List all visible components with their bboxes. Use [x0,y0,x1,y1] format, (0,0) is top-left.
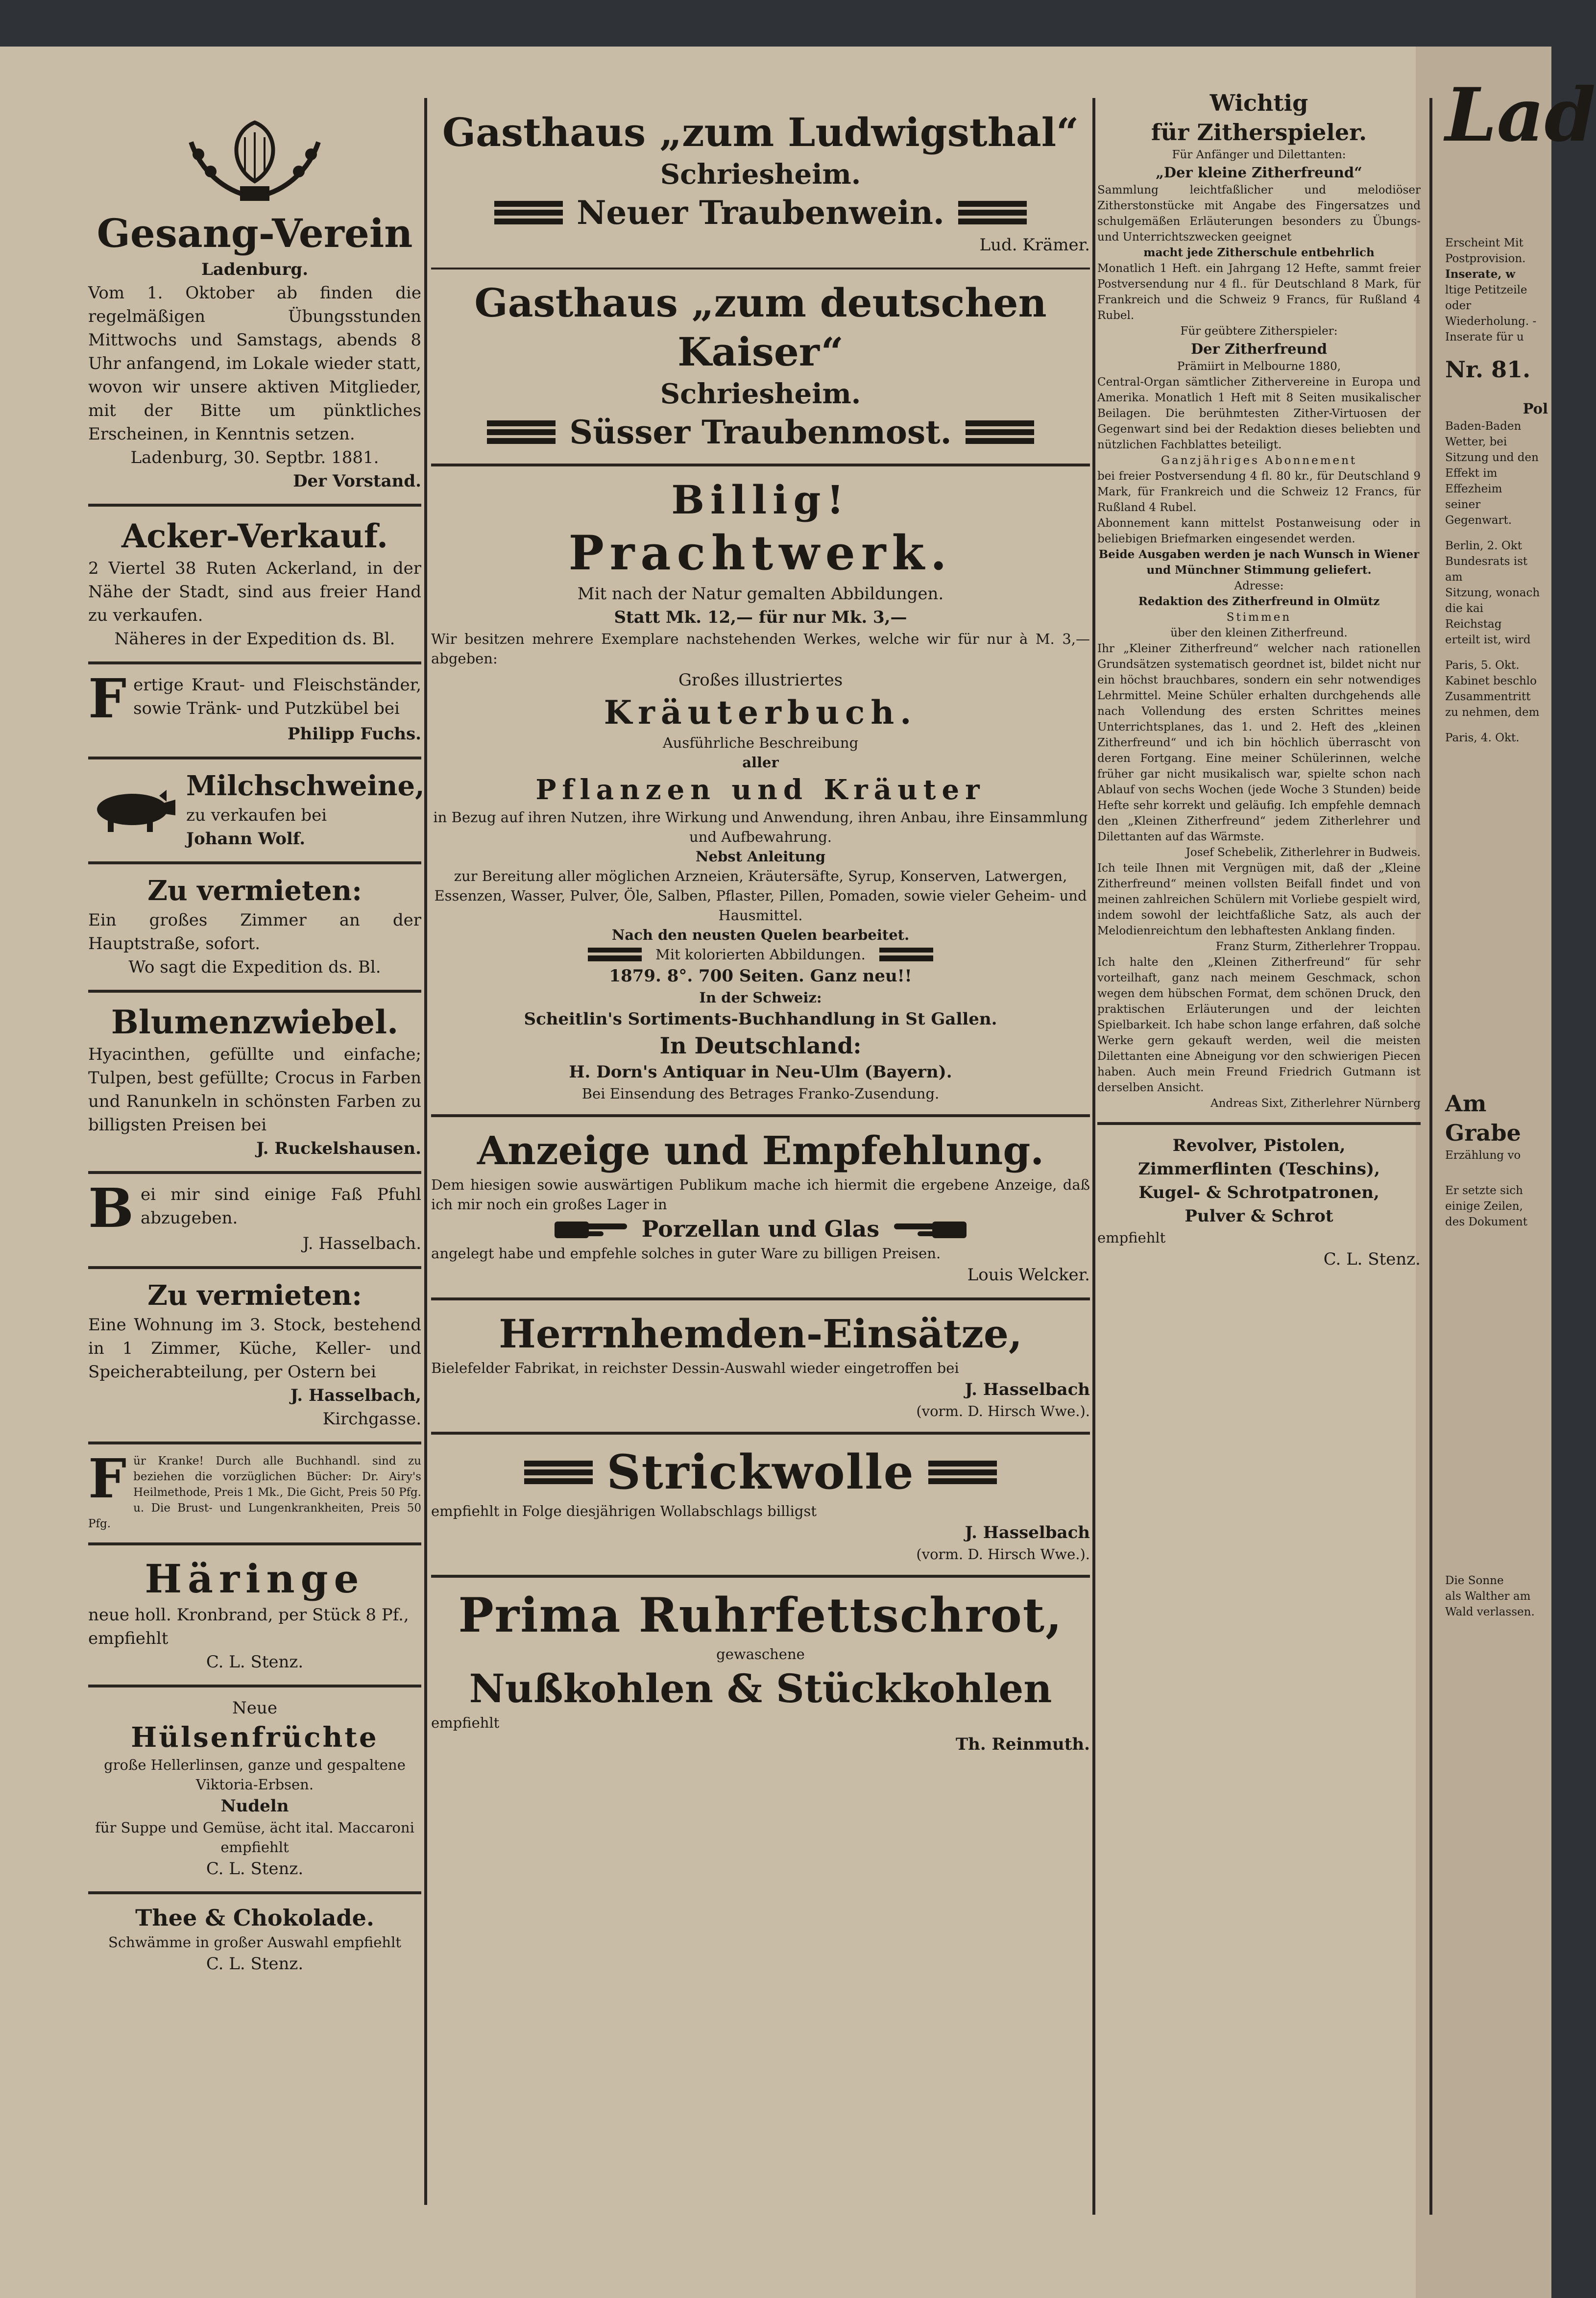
kranke-body: ür Kranke! Durch alle Buchhandl. sind zu beziehen die vorzüglichen Bücher: Dr. Airy's Heilmethode, Preis 1 Mk., Die Gicht, Preis 50 Pfg. u. Die Brust- und Lungenkrankheiten, Preis 50 Pfg. [88,1455,421,1530]
verm1-body: Ein großes Zimmer an der Hauptstraße, sofort. [88,910,421,953]
ludwig-title: Gasthaus „zum Ludwigsthal“ [442,109,1079,155]
double-rule-left [588,948,642,961]
fragment-line: zu nehmen, dem [1445,706,1540,719]
pointing-hand-left-icon [893,1217,967,1241]
zither-l8: Prämiirt in Melbourne 1880, [1177,360,1341,373]
strick-sign: J. Hasselbach [965,1523,1090,1542]
billig-line6: in Bezug auf ihren Nutzen, ihre Wirkung und Anwendung, ihren Anbau, ihre Einsammlung und Aufbewahrung. [433,809,1088,845]
revolver-l4: Pulver & Schrot [1185,1206,1333,1226]
billig-line2: Wir besitzen mehrere Exemplare nachstehenden Werkes, welche wir für nur à M. 3,— abgeben: [431,631,1090,667]
fragment-line: Paris, 4. Okt. [1445,732,1520,744]
fragment-line: Wetter, bei [1445,436,1507,448]
kranke-initial: F [88,1447,127,1510]
huelsen-kicker: Neue [232,1698,277,1718]
revolver-l1: Revolver, Pistolen, [1172,1136,1346,1155]
kaiser-place: Schriesheim. [660,378,861,410]
billig-sub: Pflanzen und Kräuter [535,774,986,806]
lyre-wreath-icon [181,113,328,206]
ad-pfuhl [88,1174,421,1269]
pfuhl-initial: B [88,1176,134,1240]
ludwig-sign: Lud. Krämer. [979,235,1090,255]
billig-line10: Mit kolorierten Abbildungen. [655,946,866,963]
fuchs-sign: Philipp Fuchs. [287,724,421,744]
billig-line13: Scheitlin's Sortiments-Buchhandlung in St Gallen. [524,1009,997,1029]
ludwig-wine: Neuer Traubenwein. [577,194,944,232]
ad-gesang-verein [88,73,421,507]
acker-title: Acker-Verkauf. [121,517,388,555]
huelsen-body2: für Suppe und Gemüse, ächt ital. Maccaroni empfiehlt [95,1819,414,1856]
fragment-line: Wald verlassen. [1445,1606,1535,1618]
ludwig-wine-row [431,192,1090,233]
fragment-line: Effekt im Effezheim [1445,467,1502,495]
milch-title: Milchschweine, [186,770,425,802]
billig-line8: zur Bereitung aller möglichen Arzneien, Kräutersäfte, Syrup, Konserven, Latwergen, Essenzen, Wasser, Pulver, Öle, Salben, Pflaster, Pillen, Pomaden, sowie vieler Geheim- und Hausmittel. [434,868,1087,924]
milch-sign: Johann Wolf. [186,829,306,849]
fragment-line: erteilt ist, wird [1445,634,1531,646]
fragment-line: Erscheint Mit [1445,237,1523,249]
ad-zu-vermieten-1 [88,864,421,993]
ad-anzeige-empfehlung [431,1117,1090,1300]
strick-body: empfiehlt in Folge diesjährigen Wollabschlags billigst [431,1503,817,1519]
billig-line3: Großes illustriertes [678,670,843,690]
zither-l12: Abonnement kann mittelst Postanweisung oder in beliebigen Briefmarken eingesendet werden. [1097,517,1421,545]
billig-book: Kräuterbuch. [604,693,918,732]
ad-zitherfreund [1097,73,1421,1125]
fragment-line: Erzählung vo [1445,1149,1521,1162]
ad-fuchs [88,664,421,759]
fragment-heading: Am Grabe [1445,1090,1521,1146]
zither-l1: Für Anfänger und Dilettanten: [1172,148,1346,161]
revolver-l2: Zimmerflinten (Teschins), [1138,1159,1380,1179]
zither-l17: über den kleinen Zitherfreund. [1170,627,1348,639]
zither-l5: Monatlich 1 Heft. ein Jahrgang 12 Hefte, sammt freier Postversendung nur 4 fl.. für Deutschland 8 Mark, für Frankreich und die Schweiz 9 Francs, für Rußland 4 Rubel. [1097,262,1421,322]
ruhr-mid: gewaschene [716,1646,805,1662]
fragment-line: ltige Petitzeile oder [1445,284,1527,312]
zither-l7: Der Zitherfreund [1190,341,1328,357]
double-rule-right [958,201,1027,224]
ad-thee [88,1894,421,1986]
fragment-line: Baden-Baden [1445,420,1522,433]
double-rule-right [966,420,1034,444]
zither-l15: Redaktion des Zitherfreund in Olmütz [1138,595,1380,608]
haeringe-sign: C. L. Stenz. [206,1652,304,1672]
strick-title: Strickwolle [606,1444,915,1500]
billig-line1: Mit nach der Natur gemalten Abbildungen. [577,584,944,604]
ad-deutscher-kaiser [431,269,1090,466]
fragment-line: Postprovision. [1445,252,1526,265]
gesang-body: Vom 1. Oktober ab finden die regelmäßigen Übungsstunden Mittwochs und Samstags, abends 8 Uhr anfangend, im Lokale wieder statt, wovon wir unsere aktiven Mitglieder, mit der Bitte um pünktliches Erscheinen, in Kenntnis setzen. [88,283,421,444]
fragment-line: Inserate für u [1445,331,1524,343]
column-rule-1 [424,98,427,2205]
billig-title: Billig! [671,477,850,523]
pig-icon [88,785,176,834]
column-3 [1097,73,1421,1282]
huelsen-body: große Hellerlinsen, ganze und gespaltene Viktoria-Erbsen. [104,1757,406,1793]
fragment-line: Bundesrats ist am [1445,555,1528,584]
billig-line12: In der Schweiz: [699,989,822,1006]
zither-l4: macht jede Zitherschule entbehrlich [1143,246,1375,259]
billig-line16: Bei Einsendung des Betrages Franko-Zusendung. [581,1085,940,1102]
ad-ruhrfettschrot [431,1578,1090,1767]
hemden-sign2: (vorm. D. Hirsch Wwe.). [916,1403,1090,1419]
thee-body: Schwämme in großer Auswahl empfiehlt [108,1934,402,1951]
zither-title: für Zitherspieler. [1151,119,1367,146]
acker-info: Näheres in der Expedition ds. Bl. [114,629,395,649]
billig-line7: Nebst Anleitung [696,848,825,865]
fragment-line: Zusammentritt [1445,690,1531,703]
zither-l10: Ganzjähriges Abonnement [1161,454,1357,467]
masthead-fragment: Lad [1445,72,1596,158]
verm2-sign: J. Hasselbach, [290,1386,421,1405]
verm2-title: Zu vermieten: [147,1279,362,1312]
thee-sign: C. L. Stenz. [206,1954,304,1974]
ad-acker-verkauf [88,507,421,664]
fragment-line: Die Sonne [1445,1574,1504,1587]
ad-revolver [1097,1125,1421,1282]
kaiser-wine-row [431,412,1090,453]
billig-abbildungen-row [431,945,1090,964]
kaiser-title: Gasthaus „zum deutschen Kaiser“ [474,280,1047,375]
ludwig-place: Schriesheim. [660,158,861,191]
blumen-sign: J. Ruckelshausen. [256,1139,421,1158]
ad-fuer-kranke [88,1444,421,1545]
ad-haeringe [88,1545,421,1687]
fragment-line: des Dokument [1445,1216,1527,1228]
anzeige-body: Dem hiesigen sowie auswärtigen Publikum mache ich hiermit die ergebene Anzeige, daß ich mir noch ein großes Lager in [431,1176,1090,1213]
gesang-place: Ladenburg. [201,260,309,279]
fragment-line: Sitzung, wonach die kai [1445,587,1540,615]
fragment-line: Wiederholung. - [1445,315,1537,328]
fragment-line: Inserate, w [1445,268,1516,281]
fragment-line: Pol [1523,400,1548,417]
ad-zu-vermieten-2 [88,1269,421,1444]
verm2-sign2: Kirchgasse. [322,1409,421,1429]
column-rule-3 [1429,98,1432,2215]
next-page-fragment [1445,72,1596,1620]
double-rule-right [928,1461,997,1484]
anzeige-item-row [431,1214,1090,1244]
acker-body: 2 Viertel 38 Ruten Ackerland, in der Nähe der Stadt, sind aus freier Hand zu verkaufen. [88,559,421,625]
fragment-line: als Walther am [1445,1590,1531,1603]
billig-line14: In Deutschland: [659,1032,862,1059]
pfuhl-sign: J. Hasselbach. [302,1234,421,1253]
ruhr-title2: Nußkohlen & Stückkohlen [469,1665,1052,1711]
haeringe-title: Häringe [145,1556,365,1602]
zither-l21: Franz Sturm, Zitherlehrer Troppau. [1215,940,1421,953]
billig-line11: 1879. 8°. 700 Seiten. Ganz neu!! [609,966,912,986]
fragment-line: einige Zeilen, [1445,1200,1523,1213]
zither-kicker: Wichtig [1209,90,1308,116]
ad-milchschweine [88,759,425,864]
hemden-title: Herrnhemden-Einsätze, [499,1311,1022,1357]
ruhr-sign: Th. Reinmuth. [955,1735,1090,1754]
ruhr-pre: empfiehlt [431,1714,500,1731]
strick-sign2: (vorm. D. Hirsch Wwe.). [916,1546,1090,1563]
billig-price: Statt Mk. 12,— für nur Mk. 3,— [614,608,907,627]
pointing-hand-right-icon [555,1217,628,1241]
strick-title-row [431,1443,1090,1501]
pfuhl-body: ei mir sind einige Faß Pfuhl abzugeben. [140,1185,421,1228]
revolver-pre: empfiehlt [1097,1229,1166,1246]
revolver-l3: Kugel- & Schrotpatronen, [1138,1183,1379,1202]
blumen-title: Blumenzwiebel. [111,1003,399,1041]
hemden-sign: J. Hasselbach [965,1380,1090,1399]
fragment-issue-number: Nr. 81. [1445,356,1531,383]
billig-title2: Prachtwerk. [568,525,953,581]
ad-ludwigsthal [431,73,1090,269]
thee-title: Thee & Chokolade. [135,1905,374,1931]
anzeige-item: Porzellan und Glas [641,1216,880,1242]
verm1-info: Wo sagt die Expedition ds. Bl. [128,957,381,977]
zither-l18: Ihr „Kleiner Zitherfreund“ welcher nach rationellen Grundsätzen systematisch geordnet ist, bildet nicht nur ein höchst brauchbares, sondern ein sehr notwendiges Lehrmittel. Meine Schüler erhalten durchgehends alle nach Vollendung des ersten Schrittes meines Unterrichtsplanes, das 1. und 2. Heft des „kleinen Zitherfreund“ und ich bin höchlich überrascht von deren Fortgang. Eine meiner Schülerinnen, welche früher gar nicht musikalisch war, spielte schon nach Ablauf von sechs Wochen (jede Woche 3 Stunden) beide Hefte sehr korrekt und geläufig. Ich empfehle demnach den „Kleinen Zitherfreund“ jedem Zitherlehrer und Dilettanten auf das Wärmste. [1097,642,1421,843]
zither-l23: Andreas Sixt, Zitherlehrer Nürnberg [1210,1097,1421,1110]
next-page-lines [1445,235,1548,1620]
double-rule-left [487,420,556,444]
ad-herrnhemden [431,1300,1090,1435]
ruhr-title: Prima Ruhrfettschrot, [458,1588,1063,1643]
gesang-title: Gesang-Verein [97,210,413,256]
billig-line5: aller [742,754,779,771]
fuchs-body: ertige Kraut- und Fleischständer, sowie Tränk- und Putzkübel bei [133,675,421,718]
fragment-line: seiner Gegenwart. [1445,498,1512,527]
fragment-line: Er setzte sich [1445,1184,1523,1197]
blumen-body: Hyacinthen, gefüllte und einfache; Tulpen, best gefüllte; Crocus in Farben und Ranunkeln in schönsten Farben zu billigsten Preisen bei [88,1045,421,1135]
hemden-body: Bielefelder Fabrikat, in reichster Dessin-Auswahl wieder eingetroffen bei [431,1360,959,1376]
milch-line: zu verkaufen bei [186,806,327,825]
ad-blumenzwiebel [88,993,421,1174]
anzeige-body2: angelegt habe und empfehle solches in guter Ware zu billigen Preisen. [431,1245,941,1262]
billig-line9: Nach den neusten Quelen bearbeitet. [611,927,910,943]
verm1-title: Zu vermieten: [147,875,362,907]
gesang-date: Ladenburg, 30. Septbr. 1881. [130,448,379,467]
ad-prachtwerk [431,466,1090,1117]
zither-l16: Stimmen [1226,611,1292,624]
anzeige-sign: Louis Welcker. [967,1265,1090,1285]
revolver-sign: C. L. Stenz. [1323,1249,1421,1269]
zither-l22: Ich halte den „Kleinen Zitherfreund“ für sehr vorteilhaft, ganz nach meinem Geschmack, schon wegen dem hübschen Format, dem schönen Druck, den praktischen Erläuterungen und der leichten Spielbarkeit. Ich habe schon lange erfahren, daß solche Werke gern gekauft werden, weil die meisten Dilettanten eine Abneigung vor den schwierigen Piecen haben. Auch mein Freund Friedrich Gutmann ist derselben Ansicht. [1097,956,1421,1094]
zither-l9: Central-Organ sämtlicher Zithervereine in Europa und Amerika. Monatlich 1 Heft mit 8 Seiten musikalischer Beilagen. Die berühmtesten Zither-Virtuosen der Gegenwart sind bei der Redaktion dieses beliebten und nützlichen Fachblattes beteiligt. [1097,376,1421,451]
zither-l11: bei freier Postversendung 4 fl. 80 kr., für Deutschland 9 Mark, für Frankreich und die Schweiz 12 Francs, für Rußland 4 Rubel. [1097,470,1421,514]
billig-line4: Ausführliche Beschreibung [662,734,859,751]
billig-line15: H. Dorn's Antiquar in Neu-Ulm (Bayern). [569,1062,952,1082]
ad-strickwolle [431,1435,1090,1578]
zither-l19: Josef Schebelik, Zitherlehrer in Budweis. [1185,846,1421,859]
double-rule-right [879,948,933,961]
fragment-line: Paris, 5. Okt. [1445,659,1520,672]
fragment-line: Kabinet beschlo [1445,675,1537,687]
kaiser-wine: Süsser Traubenmost. [569,413,952,451]
double-rule-left [524,1461,593,1484]
zither-l6: Für geübtere Zitherspieler: [1180,325,1338,338]
zither-l2: „Der kleine Zitherfreund“ [1156,164,1362,181]
ad-huelsenfruechte [88,1687,421,1894]
zither-l13: Beide Ausgaben werden je nach Wunsch in Wiener und Münchner Stimmung geliefert. [1098,548,1420,577]
verm2-body: Eine Wohnung im 3. Stock, bestehend in 1 Zimmer, Küche, Keller- und Speicherabteilung, per Ostern bei [88,1315,421,1382]
gesang-sign: Der Vorstand. [293,471,421,491]
fragment-line: Sitzung und den [1445,451,1539,464]
huelsen-sign: C. L. Stenz. [206,1859,304,1879]
column-rule-2 [1092,98,1095,2215]
zither-l14: Adresse: [1234,580,1284,592]
anzeige-title: Anzeige und Empfehlung. [477,1127,1044,1173]
zither-l3: Sammlung leichtfaßlicher und melodiöser Zitherstonstücke mit Angabe des Fingersatzes und schulgemäßen Erläuterungen besonders zu Übungs- und Unterrichtszwecken geeignet [1097,184,1421,244]
fuchs-initial: F [88,667,127,730]
column-1 [88,73,425,1986]
haeringe-body: neue holl. Kronbrand, per Stück 8 Pf., empfiehlt [88,1605,409,1648]
double-rule-left [494,201,563,224]
huelsen-sub: Nudeln [220,1796,289,1816]
fragment-line: Reichstag [1445,618,1502,631]
fragment-line: Berlin, 2. Okt [1445,539,1522,552]
huelsen-title: Hülsenfrüchte [131,1721,379,1754]
column-2 [431,73,1090,1767]
zither-l20: Ich teile Ihnen mit Vergnügen mit, daß der „Kleine Zitherfreund“ meinen vollsten Beifall findet und von meinen zahlreichen Schülern mit Vorliebe gespielt wird, indem sowohl der leichtfaßliche Satz, als auch der Melodienreichtum den lebhaftesten Anklang finden. [1097,862,1421,937]
